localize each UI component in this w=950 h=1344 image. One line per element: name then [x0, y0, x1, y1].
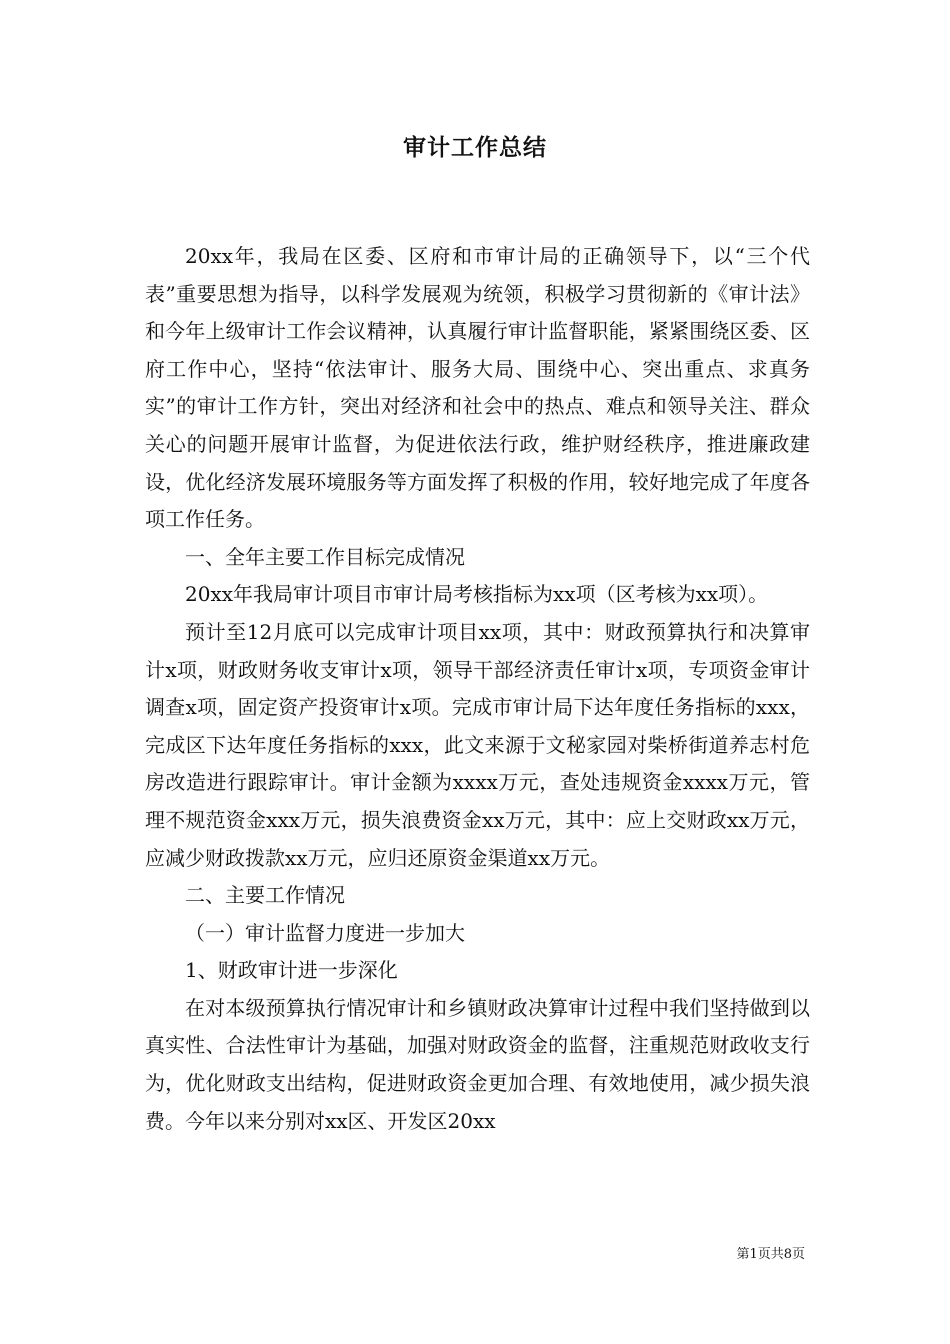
- section-heading-2: 二、主要工作情况: [185, 883, 345, 908]
- paragraph-target: 20xx年我局审计项目市审计局考核指标为xx项（区考核为xx项）。: [185, 582, 769, 607]
- paragraph-intro: 20xx年，我局在区委、区府和市审计局的正确领导下，以“三个代表”重要思想为指导，以科学发展观为统领，积极学习贯彻新的《审计法》和今年上级审计工作会议精神，认真履行审计监督职能，紧紧围绕区委、区府工作中心，坚持“依法审计、服务大局、围绕中心、突出重点、求真务实”的审计工作方针，突出对经济和社会中的热点、难点和领导关注、群众关心的问题开展审计监督，为促进依法行政，维护财经秩序，推进廉政建设，优化经济发展环境服务等方面发挥了积极的作用，较好地完成了年度各项工作任务。: [145, 244, 810, 532]
- item-heading-1: 1、财政审计进一步深化: [185, 958, 398, 983]
- page-number: 第1页共8页: [736, 1247, 805, 1262]
- document-title: 审计工作总结: [403, 135, 547, 161]
- document-body: [145, 238, 810, 1140]
- subsection-heading-1: （一）审计监督力度进一步加大: [185, 920, 465, 945]
- paragraph-finance-audit: 在对本级预算执行情况审计和乡镇财政决算审计过程中我们坚持做到以真实性、合法性审计为基础，加强对财政资金的监督，注重规范财政收支行为，优化财政支出结构，促进财政资金更加合理、有效地使用，减少损失浪费。今年以来分别对xx区、开发区20xx: [145, 995, 810, 1133]
- section-heading-1: 一、全年主要工作目标完成情况: [185, 544, 465, 569]
- paragraph-forecast: 预计至12月底可以完成审计项目xx项，其中：财政预算执行和决算审计x项，财政财务收支审计x项，领导干部经济责任审计x项，专项资金审计调查x项，固定资产投资审计x项。完成市审计局下达年度任务指标的xxx，完成区下达年度任务指标的xxx，此文来源于文秘家园对柴桥街道养志村危房改造进行跟踪审计。审计金额为xxxx万元，查处违规资金xxxx万元，管理不规范资金xxx万元，损失浪费资金xx万元，其中：应上交财政xx万元，应减少财政拨款xx万元，应归还原资金渠道xx万元。: [145, 619, 810, 870]
